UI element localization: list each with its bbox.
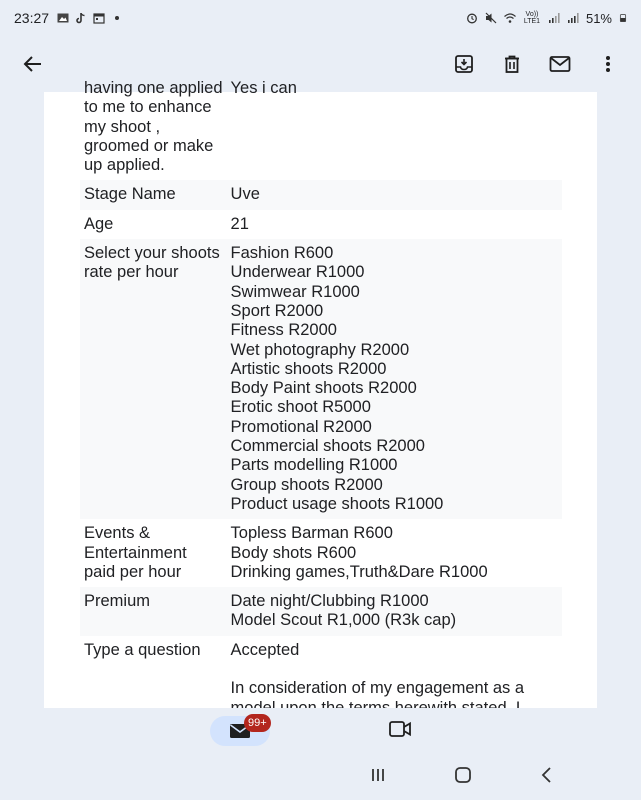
label-line: up applied. <box>84 156 165 175</box>
value-line: Group shoots R2000 <box>230 475 383 494</box>
dot-icon <box>111 12 123 24</box>
form-row <box>80 210 562 239</box>
value-line: Fitness R2000 <box>230 321 337 340</box>
value-line: In consideration of my engagement as a <box>230 679 525 698</box>
value-line: Erotic shoot R5000 <box>230 398 371 417</box>
mark-unread-button[interactable] <box>549 53 571 75</box>
form-field-value <box>227 587 562 636</box>
label-line: rate per hour <box>84 263 179 282</box>
home-button[interactable] <box>454 766 472 789</box>
form-field-label <box>80 210 227 239</box>
form-field-label <box>80 519 227 587</box>
form-row <box>80 587 562 636</box>
value-line: Uve <box>230 185 260 204</box>
label-line: Premium <box>84 592 151 611</box>
label-line: Select your shoots <box>84 244 220 263</box>
archive-icon <box>454 54 474 74</box>
video-camera-icon <box>388 720 412 738</box>
unread-count-badge: 99+ <box>244 714 271 732</box>
home-icon <box>454 766 472 784</box>
form-row <box>80 239 562 519</box>
recent-apps-button[interactable] <box>369 766 387 789</box>
status-bar <box>0 0 641 36</box>
value-line <box>231 660 558 679</box>
calendar-icon <box>93 12 105 24</box>
back-arrow-icon <box>23 54 43 74</box>
wifi-icon <box>504 12 516 24</box>
value-line: Drinking games,Truth&Dare R1000 <box>230 562 488 581</box>
label-line: Age <box>84 214 114 233</box>
signal-icon <box>567 12 579 24</box>
form-field-value <box>227 519 562 587</box>
value-line: Artistic shoots R2000 <box>230 359 387 378</box>
value-line: Yes i can <box>230 79 297 97</box>
label-line: paid per hour <box>84 562 182 581</box>
form-field-value <box>227 239 562 519</box>
label-line: groomed or make <box>84 136 214 155</box>
value-line: Swimwear R1000 <box>230 282 360 301</box>
more-options-button[interactable] <box>597 53 619 75</box>
value-line: Commercial shoots R2000 <box>230 437 425 456</box>
delete-button[interactable] <box>501 53 523 75</box>
label-line: Stage Name <box>84 185 176 204</box>
battery-icon <box>619 12 627 24</box>
label-line: to me to enhance <box>84 98 212 117</box>
value-line: Promotional R2000 <box>230 417 372 436</box>
status-time: 23:27 <box>14 10 50 26</box>
label-line: my shoot , <box>84 117 161 136</box>
system-navigation-bar <box>0 756 641 800</box>
form-field-value <box>227 180 562 209</box>
value-line: Topless Barman R600 <box>230 524 393 543</box>
value-line: Underwear R1000 <box>230 263 365 282</box>
signal-icon <box>548 12 560 24</box>
system-back-button[interactable] <box>538 766 556 789</box>
form-response-table <box>80 74 562 723</box>
recent-apps-icon <box>369 766 387 784</box>
label-line: having one applied <box>84 79 223 97</box>
value-line: Accepted <box>230 640 300 659</box>
back-button[interactable] <box>22 53 44 75</box>
value-line: Fashion R600 <box>230 244 334 263</box>
value-line: Body Paint shoots R2000 <box>230 379 417 398</box>
value-line: 21 <box>230 214 249 233</box>
bottom-navigation <box>0 708 641 756</box>
label-line: Events & <box>84 524 151 543</box>
label-line: Entertainment <box>84 543 187 562</box>
form-field-value <box>227 74 562 180</box>
mail-icon <box>549 54 571 74</box>
mute-icon <box>485 12 497 24</box>
archive-button[interactable] <box>453 53 475 75</box>
form-field-label <box>80 74 227 180</box>
email-body-scroll[interactable] <box>0 79 641 708</box>
value-line: Parts modelling R1000 <box>230 456 398 475</box>
value-line: Model Scout R1,000 (R3k cap) <box>230 611 457 630</box>
value-line: Body shots R600 <box>230 543 357 562</box>
tiktok-icon <box>75 12 87 24</box>
form-field-label <box>80 239 227 519</box>
form-row <box>80 74 562 180</box>
network-label: Vo)) LTE1 <box>523 11 541 25</box>
form-row <box>80 180 562 209</box>
label-line: Type a question <box>84 640 201 659</box>
meet-tab[interactable] <box>388 720 412 743</box>
gallery-icon <box>57 12 69 24</box>
delete-icon <box>502 54 522 74</box>
form-field-label <box>80 587 227 636</box>
value-line: Wet photography R2000 <box>230 340 410 359</box>
value-line: Sport R2000 <box>230 301 324 320</box>
form-row <box>80 519 562 587</box>
form-field-value <box>227 210 562 239</box>
back-icon <box>538 766 556 784</box>
alarm-icon <box>466 12 478 24</box>
value-line: Date night/Clubbing R1000 <box>230 592 429 611</box>
more-vert-icon <box>605 54 611 74</box>
value-line: Product usage shoots R1000 <box>230 494 444 513</box>
battery-percent: 51% <box>585 10 612 26</box>
form-field-label <box>80 180 227 209</box>
